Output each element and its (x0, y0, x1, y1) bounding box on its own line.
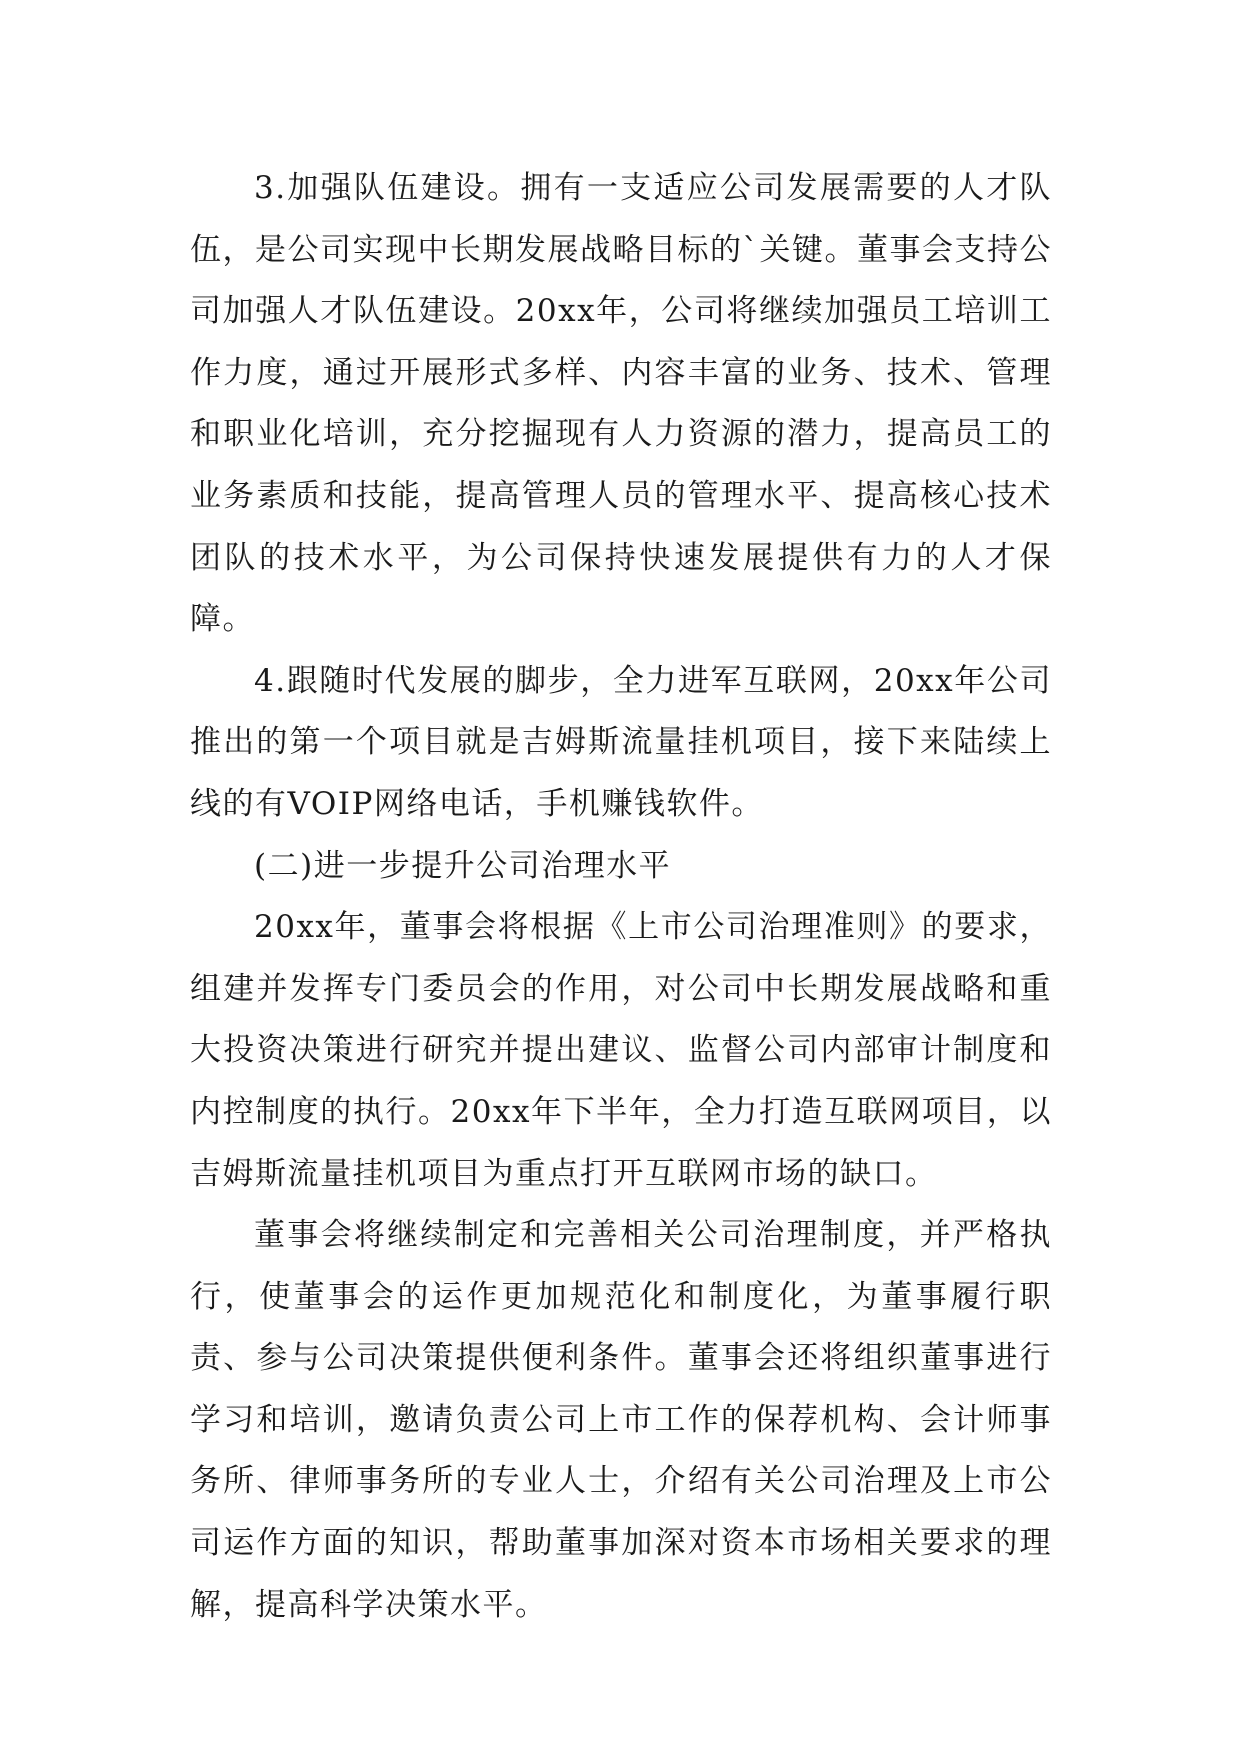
paragraph-board-training: 董事会将继续制定和完善相关公司治理制度，并严格执行，使董事会的运作更加规范化和制度化，为董事履行职责、参与公司决策提供便利条件。董事会还将组织董事进行学习和培训，邀请负责公司上市工作的保荐机构、会计师事务所、律师事务所的专业人士，介绍有关公司治理及上市公司运作方面的知识，帮助董事加深对资本市场相关要求的理解，提高科学决策水平。 (190, 1217, 1052, 1623)
document-body (190, 158, 1052, 1636)
section-heading-governance: (二)进一步提升公司治理水平 (254, 847, 672, 884)
paragraph-governance-guidelines: 20xx年，董事会将根据《上市公司治理准则》的要求，组建并发挥专门委员会的作用，对公司中长期发展战略和重大投资决策进行研究并提出建议、监督公司内部审计制度和内控制度的执行。20xx年下半年，全力打造互联网项目，以吉姆斯流量挂机项目为重点打开互联网市场的缺口。 (190, 909, 1052, 1192)
paragraph-internet-project: 4.跟随时代发展的脚步，全力进军互联网，20xx年公司推出的第一个项目就是吉姆斯流量挂机项目，接下来陆续上线的有VOIP网络电话，手机赚钱软件。 (190, 662, 1052, 822)
paragraph-team-building: 3.加强队伍建设。拥有一支适应公司发展需要的人才队伍，是公司实现中长期发展战略目标的`关键。董事会支持公司加强人才队伍建设。20xx年，公司将继续加强员工培训工作力度，通过开展形式多样、内容丰富的业务、技术、管理和职业化培训，充分挖掘现有人力资源的潜力，提高员工的业务素质和技能，提高管理人员的管理水平、提高核心技术团队的技术水平，为公司保持快速发展提供有力的人才保障。 (190, 170, 1052, 638)
